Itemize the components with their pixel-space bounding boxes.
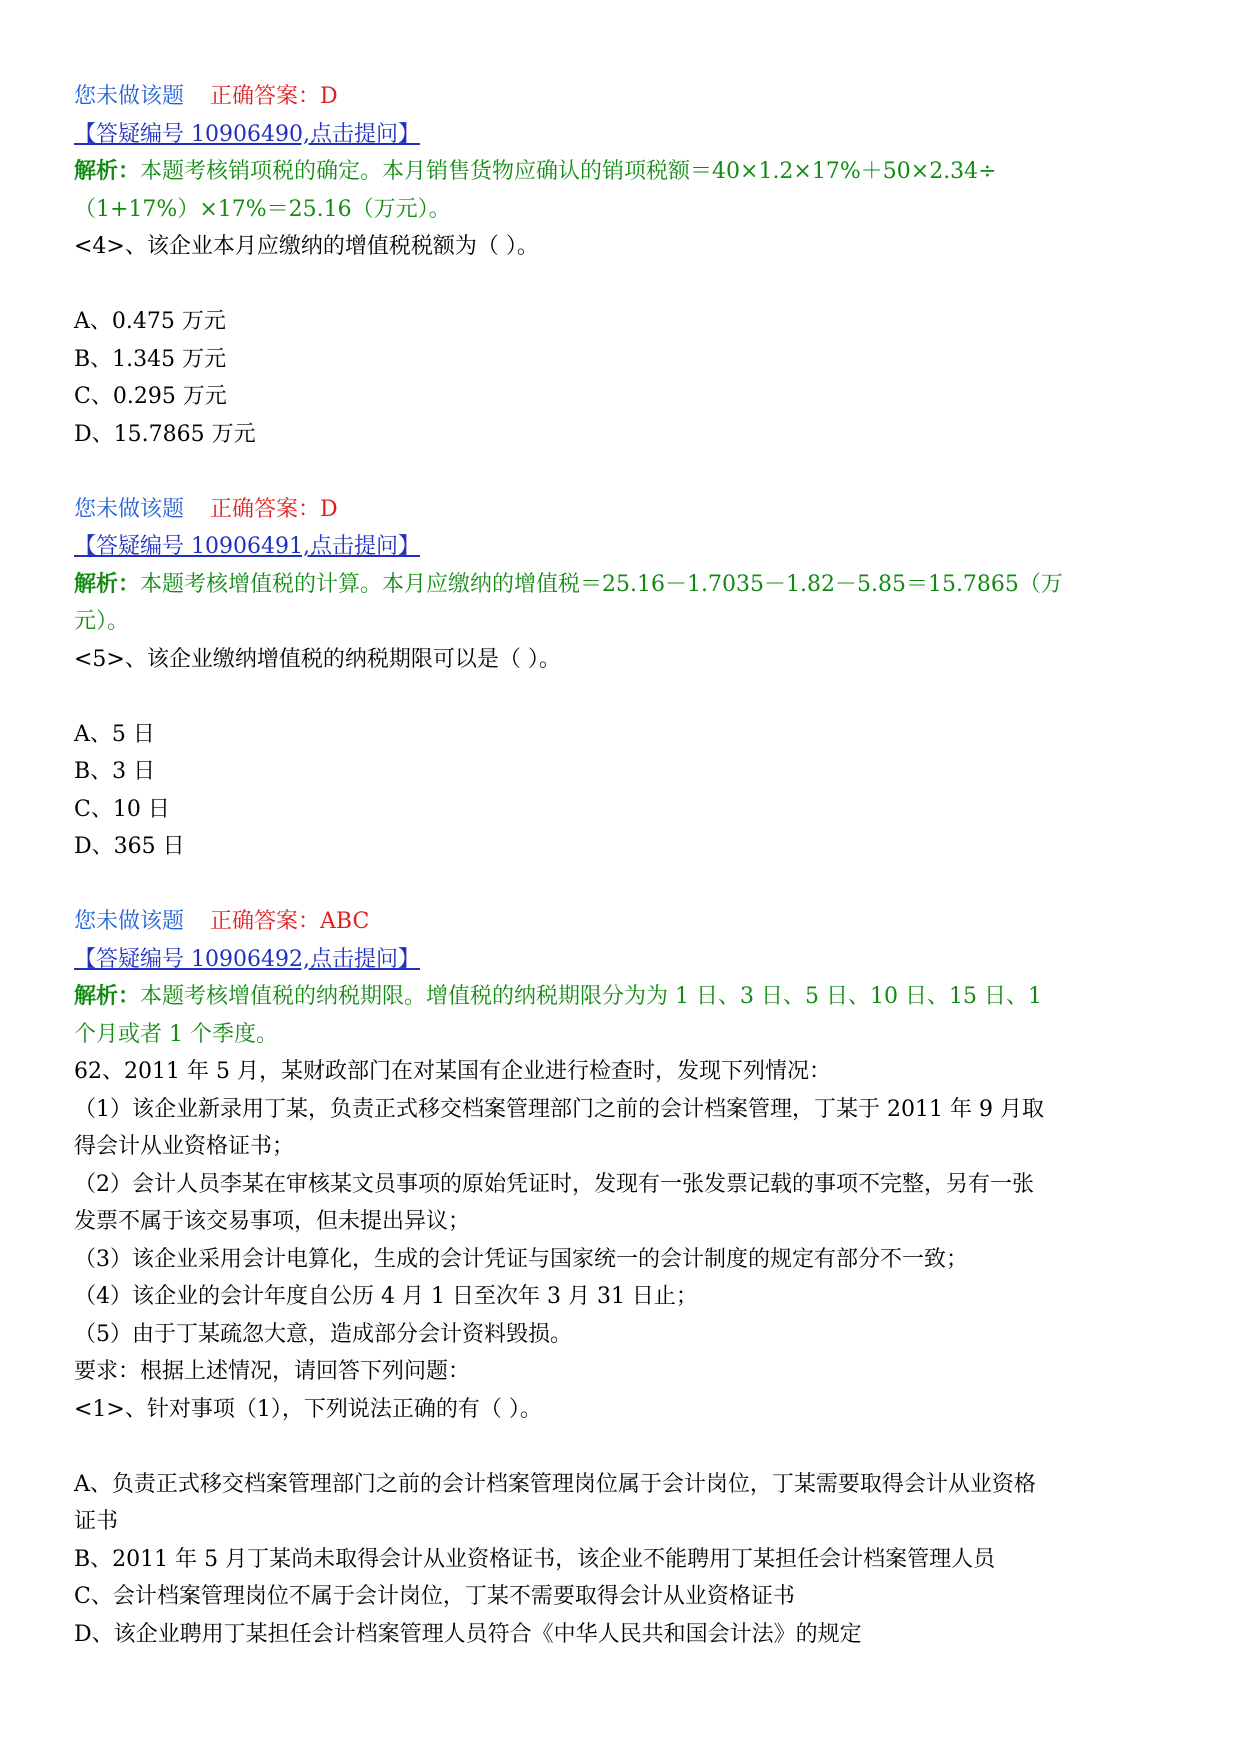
analysis-continued: 个月或者 1 个季度。 [74,1021,278,1047]
case-item-2-continued: 发票不属于该交易事项，但未提出异议； [74,1209,471,1234]
option-c: C、会计档案管理岗位不属于会计岗位，丁某不需要取得会计从业资格证书 [74,1584,795,1609]
case-item-1-continued: 得会计从业资格证书； [74,1134,295,1159]
ask-question-link-row [74,941,1174,979]
case-intro: 62、2011 年 5 月，某财政部门在对某国有企业进行检查时，发现下列情况： [74,1059,831,1084]
analysis-label: 解析： [74,983,141,1009]
analysis: 解析：本题考核增值税的计算。本月应缴纳的增值税＝25.16－1.7035－1.82－5.85＝15.7865（万 [74,570,1063,597]
option-c: C、0.295 万元 [74,384,227,409]
option-b: B、1.345 万元 [74,346,227,372]
option-a-continued: 证书 [74,1509,119,1534]
not-answered-status: 您未做该题 [74,84,185,109]
not-answered-status: 您未做该题 [74,909,185,934]
analysis-continued: （1+17%）×17%＝25.16（万元）。 [74,196,451,222]
not-answered-status: 您未做该题 [74,496,185,522]
question-stem: <5>、该企业缴纳增值税的纳税期限可以是（ ）。 [74,646,561,672]
question-stem: <4>、该企业本月应缴纳的增值税税额为（ ）。 [74,234,539,259]
option-a: A、0.475 万元 [74,309,226,334]
case-item-2: （2）会计人员李某在审核某文员事项的原始凭证时，发现有一张发票记载的事项不完整，另有一张 [74,1171,1035,1197]
option-d: D、该企业聘用丁某担任会计档案管理人员符合《中华人民共和国会计法》的规定 [74,1621,862,1647]
option-d: D、15.7865 万元 [74,421,256,447]
analysis-label: 解析： [74,570,141,597]
question-stem: <1>、针对事项（1），下列说法正确的有（ ）。 [74,1396,542,1422]
ask-question-link-row [74,528,1174,566]
option-a: A、负责正式移交档案管理部门之前的会计档案管理岗位属于会计岗位，丁某需要取得会计从业资格 [74,1471,1036,1497]
correct-answer: 正确答案：ABC [210,909,370,934]
analysis-label: 解析： [74,158,141,184]
analysis: 解析：本题考核销项税的确定。本月销售货物应确认的销项税额＝40×1.2×17%＋50×2.34÷ [74,158,997,184]
ask-question-link-row [74,116,1174,154]
result-line [74,491,1174,529]
result-line [74,78,1174,116]
case-item-4: （4）该企业的会计年度自公历 4 月 1 日至次年 3 月 31 日止； [74,1284,698,1309]
option-b: B、2011 年 5 月丁某尚未取得会计从业资格证书，该企业不能聘用丁某担任会计档案管理人员 [74,1546,996,1572]
option-b: B、3 日 [74,759,156,784]
correct-answer: 正确答案：D [210,84,338,109]
case-item-1: （1）该企业新录用丁某，负责正式移交档案管理部门之前的会计档案管理，丁某于 2011 年 9 月取 [74,1096,1044,1122]
case-item-3: （3）该企业采用会计电算化，生成的会计凭证与国家统一的会计制度的规定有部分不一致； [74,1246,969,1272]
document-page [74,78,1174,1653]
option-d: D、365 日 [74,834,185,859]
result-line [74,903,1174,941]
analysis: 解析：本题考核增值税的纳税期限。增值税的纳税期限分为为 1 日、3 日、5 日、10 日、15 日、1 [74,983,1042,1009]
option-a: A、5 日 [74,721,155,747]
ask-question-link[interactable]: 【答疑编号 10906490,点击提问】 [74,121,420,147]
option-c: C、10 日 [74,796,170,822]
case-item-5: （5）由于丁某疏忽大意，造成部分会计资料毁损。 [74,1321,572,1347]
correct-answer: 正确答案：D [210,496,338,522]
analysis-continued: 元）。 [74,609,130,634]
ask-question-link[interactable]: 【答疑编号 10906491,点击提问】 [74,534,420,559]
ask-question-link[interactable]: 【答疑编号 10906492,点击提问】 [74,946,420,972]
requirement: 要求：根据上述情况，请回答下列问题： [74,1359,471,1384]
